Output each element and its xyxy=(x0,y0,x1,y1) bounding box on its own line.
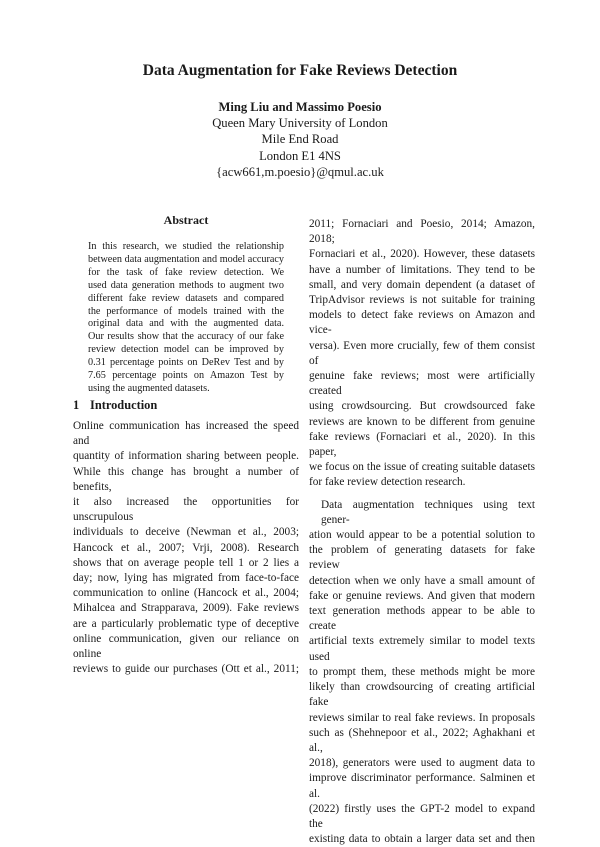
body-line: TripAdvisor reviews is not suitable for training xyxy=(309,294,535,307)
abstract-line: the performance of models trained with the xyxy=(88,305,284,317)
intro-line: individuals to deceive (Newman et al., 2003; xyxy=(73,526,299,539)
body-line: 2018), generators were used to augment data to xyxy=(309,757,535,770)
intro-line: shows that on average people tell 1 or 2 lies a xyxy=(73,556,299,569)
abstract-line: Our results show that the accuracy of our fake xyxy=(88,331,284,343)
body-line: we focus on the issue of creating suitable datasets xyxy=(309,461,535,474)
body-line: (2022) firstly uses the GPT-2 model to expand the xyxy=(309,802,535,830)
section-title: Introduction xyxy=(90,398,158,412)
right-column-text xyxy=(309,217,535,847)
intro-line: online communication, given our reliance on online xyxy=(73,632,299,661)
body-line: detection when we only have a small amount of xyxy=(309,574,535,587)
paragraph-augmentation xyxy=(309,498,535,847)
intro-line: day; now, lying has migrated from face-to-face xyxy=(73,572,299,585)
body-line: such as (Shehnepoor et al., 2022; Aghakhani et al., xyxy=(309,726,535,754)
affiliation-city: London E1 4NS xyxy=(259,148,341,163)
author-emails: {acw661,m.poesio}@qmul.ac.uk xyxy=(216,164,384,179)
affiliation-street: Mile End Road xyxy=(261,132,339,147)
body-line: likely than crowdsourcing of creating artificial fake xyxy=(309,681,535,709)
body-line: have a number of limitations. They tend to be xyxy=(309,263,535,276)
body-line: ation would appear to be a potential solution to xyxy=(309,529,535,542)
body-line: existing data to obtain a larger data set and then xyxy=(309,833,535,846)
affiliation-university: Queen Mary University of London xyxy=(212,116,388,131)
body-line: reviews similar to real fake reviews. In proposals xyxy=(309,711,535,724)
abstract-line: In this research, we studied the relationship xyxy=(88,241,284,252)
abstract-line: 0.31 percentage points on DeRev Test and by xyxy=(88,357,284,369)
intro-line: communication to online (Hancock et al., 2004; xyxy=(73,587,299,600)
abstract-line: 7.65 percentage points on Amazon Test by xyxy=(88,370,284,382)
abstract-heading: Abstract xyxy=(163,213,209,227)
body-line: fake reviews (Fornaciari et al., 2020). In this paper, xyxy=(309,430,535,459)
body-line: to prompt them, these methods might be more xyxy=(309,665,535,678)
body-line: Fornaciari et al., 2020). However, these datasets xyxy=(309,248,535,261)
intro-line: While this change has brought a number of benefits, xyxy=(73,465,299,493)
intro-line: Mihalcea and Strapparava, 2009). Fake reviews xyxy=(73,602,299,615)
body-line: improve discriminator performance. Salminen et al. xyxy=(309,772,535,800)
author-block xyxy=(0,99,600,180)
body-line: genuine fake reviews; most were artificially created xyxy=(309,370,535,398)
abstract-line: original data and with the augmented data. xyxy=(88,318,284,330)
body-line: Data augmentation techniques using text gener- xyxy=(321,498,535,526)
body-line: versa). Even more crucially, few of them consist of xyxy=(309,339,535,367)
intro-line: reviews to guide our purchases (Ott et al., 2011; xyxy=(73,663,299,676)
paper-title: Data Augmentation for Fake Reviews Detection xyxy=(142,62,458,79)
abstract-line: for the task of fake review detection. We xyxy=(88,266,284,278)
body-line: using crowdsourcing. But crowdsourced fake xyxy=(309,400,535,413)
abstract-line: different fake review datasets and compared xyxy=(88,292,284,304)
abstract-line: using the augmented datasets. xyxy=(88,382,210,394)
abstract-line: used data generation methods to augment two xyxy=(88,279,284,291)
paragraph-datasets xyxy=(309,217,535,491)
body-line: 2011; Fornaciari and Poesio, 2014; Amazon, 2018; xyxy=(309,218,535,246)
intro-line: Hancock et al., 2007; Vrji, 2008). Research xyxy=(73,541,299,554)
body-line: models to detect fake reviews on Amazon and vice- xyxy=(309,309,535,337)
body-line: reviews are known to be different from genuine xyxy=(309,415,535,428)
intro-line: quantity of information sharing between people. xyxy=(73,450,299,463)
introduction-text xyxy=(73,419,299,677)
abstract-text xyxy=(88,241,284,396)
intro-line: Online communication has increased the speed and xyxy=(73,420,299,448)
intro-line: are a particularly problematic type of deceptive xyxy=(73,617,299,630)
body-line: small, and very domain dependent (a dataset of xyxy=(309,278,535,291)
abstract-line: between data augmentation and model accuracy xyxy=(88,253,284,265)
body-line: for fake review detection research. xyxy=(309,476,466,489)
body-line: the problem of generating datasets for fake review xyxy=(309,544,535,572)
section-number: 1 xyxy=(73,398,80,412)
body-line: fake or genuine reviews. And given that modern xyxy=(309,589,535,602)
introduction-heading xyxy=(73,398,157,413)
body-line: text generation methods appear to be able to create xyxy=(309,605,535,633)
author-names: Ming Liu and Massimo Poesio xyxy=(218,100,382,114)
intro-line: it also increased the opportunities for unscrupulous xyxy=(73,496,299,524)
body-line: artificial texts extremely similar to model texts used xyxy=(309,635,535,663)
abstract-line: review detection model can be improved by xyxy=(88,344,284,356)
